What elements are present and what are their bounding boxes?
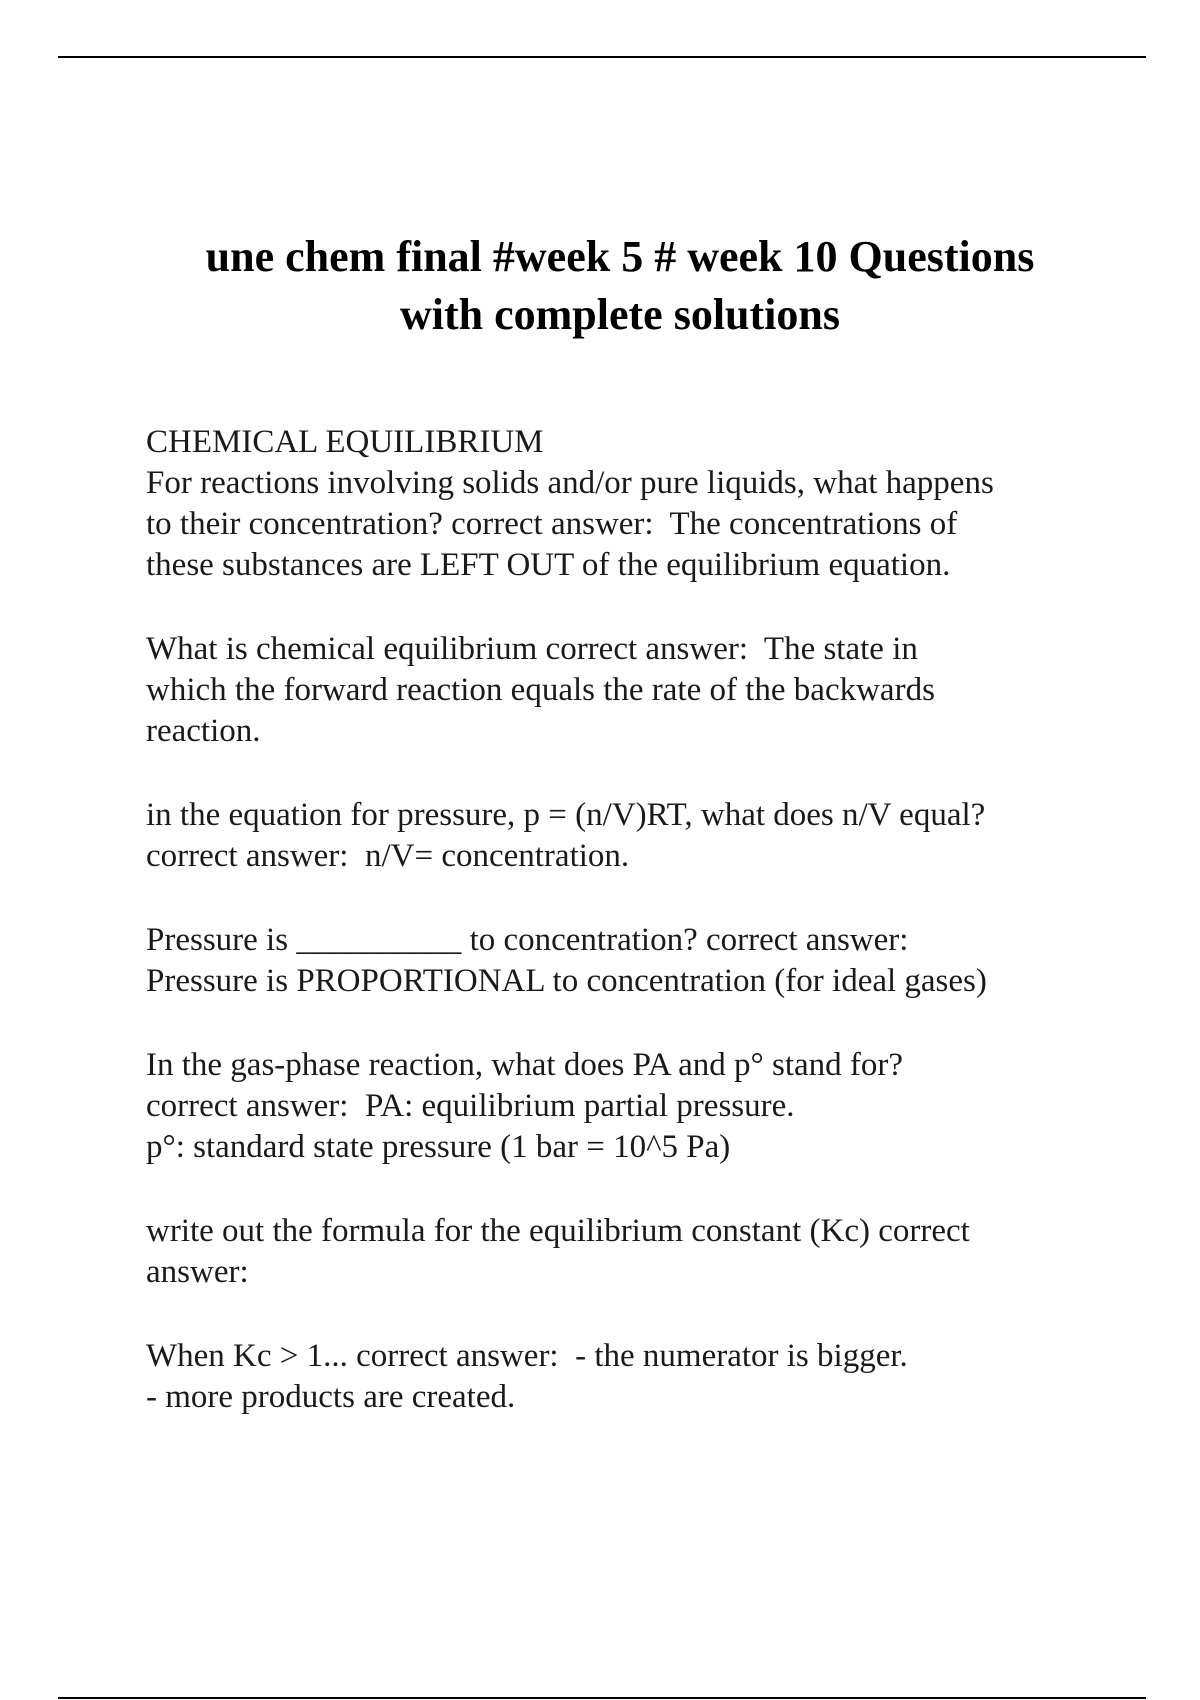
document-title: [100, 228, 1140, 344]
title-line-2: with complete solutions: [400, 290, 840, 339]
qa-block-equilibrium-solids: [146, 422, 1146, 586]
text-line: Pressure is PROPORTIONAL to concentration (for ideal gases): [146, 963, 987, 999]
text-line: reaction.: [146, 713, 261, 749]
text-line: p°: standard state pressure (1 bar = 10^5 Pa): [146, 1129, 731, 1165]
qa-block-pressure-proportional: [146, 920, 1146, 1002]
qa-block-kc-formula: [146, 1211, 1146, 1293]
qa-block-kc-greater-than-one: [146, 1336, 1146, 1418]
text-line: correct answer: PA: equilibrium partial pressure.: [146, 1088, 795, 1124]
text-line: to their concentration? correct answer: The concentrations of: [146, 506, 958, 542]
text-line: these substances are LEFT OUT of the equilibrium equation.: [146, 547, 951, 583]
text-line: When Kc > 1... correct answer: - the numerator is bigger.: [146, 1338, 908, 1374]
qa-block-pressure-equation: [146, 795, 1146, 877]
text-line: which the forward reaction equals the rate of the backwards: [146, 672, 935, 708]
text-line: write out the formula for the equilibrium constant (Kc) correct: [146, 1213, 970, 1249]
text-line: answer:: [146, 1254, 249, 1290]
qa-block-gas-phase: [146, 1045, 1146, 1168]
text-line: in the equation for pressure, p = (n/V)RT, what does n/V equal?: [146, 797, 986, 833]
text-line: For reactions involving solids and/or pure liquids, what happens: [146, 465, 994, 501]
qa-block-chemical-equilibrium: [146, 629, 1146, 752]
top-rule: [58, 56, 1146, 58]
bottom-rule: [58, 1697, 1146, 1699]
title-line-1: une chem final #week 5 # week 10 Questions: [205, 232, 1035, 281]
text-line: - more products are created.: [146, 1379, 516, 1415]
section-heading: CHEMICAL EQUILIBRIUM: [146, 424, 544, 460]
text-line: What is chemical equilibrium correct answer: The state in: [146, 631, 918, 667]
text-line: correct answer: n/V= concentration.: [146, 838, 630, 874]
document-body: [146, 422, 1146, 1461]
text-line: Pressure is __________ to concentration? correct answer:: [146, 922, 909, 958]
text-line: In the gas-phase reaction, what does PA and p° stand for?: [146, 1047, 904, 1083]
